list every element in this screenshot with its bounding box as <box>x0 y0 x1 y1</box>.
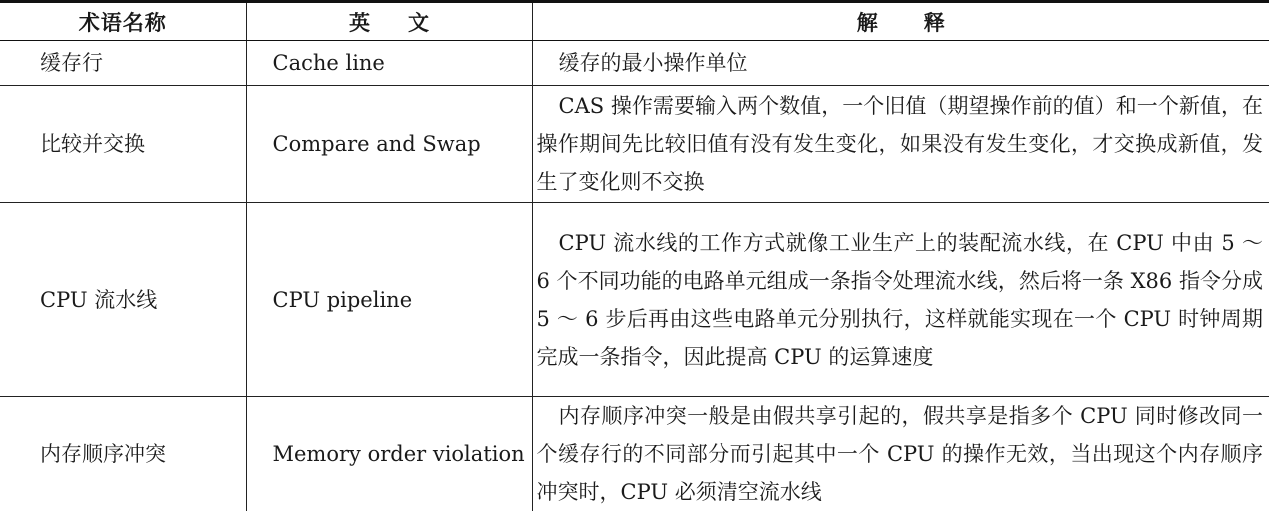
header-term: 术语名称 <box>0 2 246 41</box>
header-english: 英文 <box>246 2 532 41</box>
english-cell: Memory order violation <box>246 397 532 511</box>
explanation-cell <box>532 86 1269 203</box>
explanation-text: CPU 流水线的工作方式就像工业生产上的装配流水线，在 CPU 中由 5 ～ 6 个不同功能的电路单元组成一条指令处理流水线，然后将一条 X86 指令分成 5 ～ 6 步后再由这些电路单元分别执行，这样就能实现在一个 CPU 时钟周期完成一条指令，因此提高 CPU 的运算速度 <box>537 224 1264 376</box>
english-cell: CPU pipeline <box>246 203 532 397</box>
english-cell: Compare and Swap <box>246 86 532 203</box>
term-cell: CPU 流水线 <box>0 203 246 397</box>
explanation-text: 内存顺序冲突一般是由假共享引起的，假共享是指多个 CPU 同时修改同一个缓存行的不同部分而引起其中一个 CPU 的操作无效，当出现这个内存顺序冲突时，CPU 必须清空流水线 <box>537 397 1264 511</box>
term-cell: 缓存行 <box>0 41 246 86</box>
explanation-cell <box>532 203 1269 397</box>
table-row <box>0 41 1269 86</box>
explanation-text: 缓存的最小操作单位 <box>537 44 1264 82</box>
table-row <box>0 203 1269 397</box>
explanation-text: CAS 操作需要输入两个数值，一个旧值（期望操作前的值）和一个新值，在操作期间先比较旧值有没有发生变化，如果没有发生变化，才交换成新值，发生了变化则不交换 <box>537 87 1264 201</box>
header-explanation: 解释 <box>532 2 1269 41</box>
term-cell: 内存顺序冲突 <box>0 397 246 511</box>
explanation-cell <box>532 397 1269 511</box>
term-cell: 比较并交换 <box>0 86 246 203</box>
explanation-cell <box>532 41 1269 86</box>
table-row <box>0 86 1269 203</box>
table-header-row <box>0 2 1269 41</box>
table-row <box>0 397 1269 511</box>
english-cell: Cache line <box>246 41 532 86</box>
